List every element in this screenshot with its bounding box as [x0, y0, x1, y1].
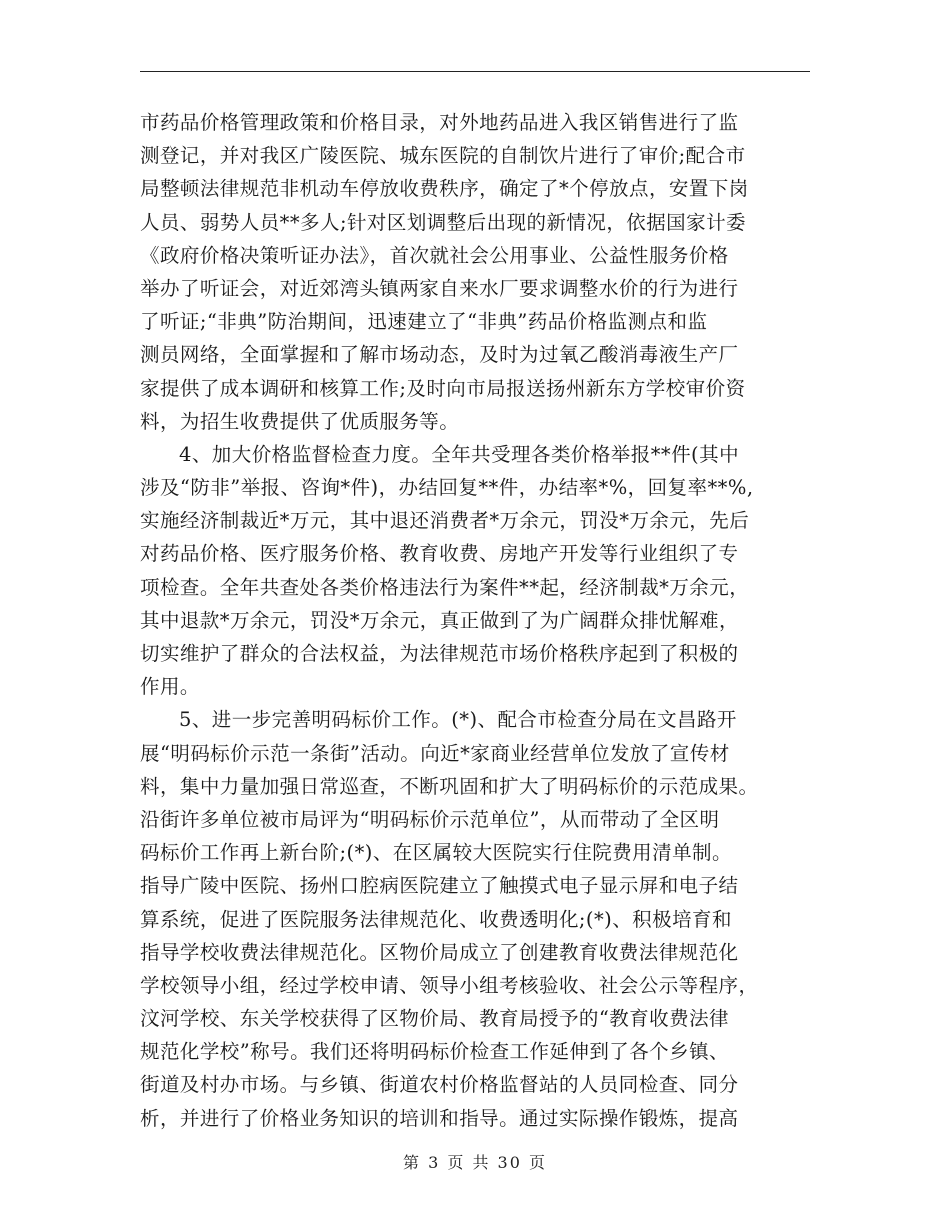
text-line: 局整顿法律规范非机动车停放收费秩序，确定了*个停放点，安置下岗: [140, 177, 749, 201]
text-line: 展“明码标价示范一条街”活动。向近*家商业经营单位发放了宣传材: [140, 741, 730, 765]
paragraph-first-line: 5、进一步完善明码标价工作。(*)、配合市检查分局在文昌路开: [179, 708, 737, 732]
text-line: 析，并进行了价格业务知识的培训和指导。通过实际操作锻炼，提高: [140, 1106, 739, 1130]
text-line: 其中退款*万余元，罚没*万余元，真正做到了为广阔群众排忧解难，: [140, 608, 739, 632]
text-line: 沿街许多单位被市局评为“明码标价示范单位”，从而带动了全区明: [140, 807, 720, 831]
text-line: 项检查。全年共查处各类价格违法行为案件**起，经济制裁*万余元，: [140, 575, 750, 599]
text-line: 街道及村办市场。与乡镇、街道农村价格监督站的人员同检查、同分: [140, 1073, 739, 1097]
text-line: 切实维护了群众的合法权益，为法律规范市场价格秩序起到了积极的: [140, 642, 739, 665]
text-line: 对药品价格、医疗服务价格、教育收费、房地产开发等行业组织了专: [140, 542, 739, 566]
page-number-footer: 第 3 页 共 30 页: [403, 1153, 547, 1172]
text-line: 举办了听证会，对近郊湾头镇两家自来水厂要求调整水价的行为进行: [140, 276, 739, 300]
text-line: 学校领导小组，经过学校申请、领导小组考核验收、社会公示等程序，: [140, 973, 759, 997]
document-body: [140, 106, 816, 1135]
text-line: 指导学校收费法律规范化。区物价局成立了创建教育收费法律规范化: [140, 940, 739, 964]
text-line: 市药品价格管理政策和价格目录，对外地药品进入我区销售进行了监: [140, 111, 739, 134]
text-line: 测员网络，全面掌握和了解市场动态，及时为过氧乙酸消毒液生产厂: [140, 343, 739, 367]
header-rule: [140, 71, 810, 72]
text-line: 《政府价格决策听证办法》，首次就社会公用事业、公益性服务价格: [140, 243, 729, 267]
text-line: 算系统，促进了医院服务法律规范化、收费透明化;(*)、积极培育和: [140, 907, 732, 931]
text-line: 料，集中力量加强日常巡查，不断巩固和扩大了明码标价的示范成果。: [140, 774, 759, 798]
text-line: 涉及“防非”举报、咨询*件)，办结回复**件，办结率*%，回复率**%,: [140, 476, 754, 500]
text-line: 作用。: [140, 675, 200, 699]
text-line: 指导广陵中医院、扬州口腔病医院建立了触摸式电子显示屏和电子结: [140, 874, 739, 898]
text-line: 码标价工作再上新台阶;(*)、在区属较大医院实行住院费用清单制。: [140, 841, 732, 865]
text-line: 规范化学校”称号。我们还将明码标价检查工作延伸到了各个乡镇、: [140, 1040, 729, 1064]
text-line: 了听证;“非典”防治期间，迅速建立了“非典”药品价格监测点和监: [140, 310, 708, 334]
text-line: 测登记，并对我区广陵医院、城东医院的自制饮片进行了审价;配合市: [140, 144, 746, 168]
text-line: 人员、弱势人员**多人;针对区划调整后出现的新情况，依据国家计委: [140, 210, 746, 234]
text-line: 汶河学校、东关学校获得了区物价局、教育局授予的“教育收费法律: [140, 1007, 729, 1031]
text-line: 家提供了成本调研和核算工作;及时向市局报送扬州新东方学校审价资: [140, 376, 746, 400]
paragraph-first-line: 4、加大价格监督检查力度。全年共受理各类价格举报**件(其中: [179, 442, 740, 466]
text-line: 料，为招生收费提供了优质服务等。: [140, 409, 460, 433]
text-line: 实施经济制裁近*万元，其中退还消费者*万余元，罚没*万余元，先后: [140, 509, 750, 533]
